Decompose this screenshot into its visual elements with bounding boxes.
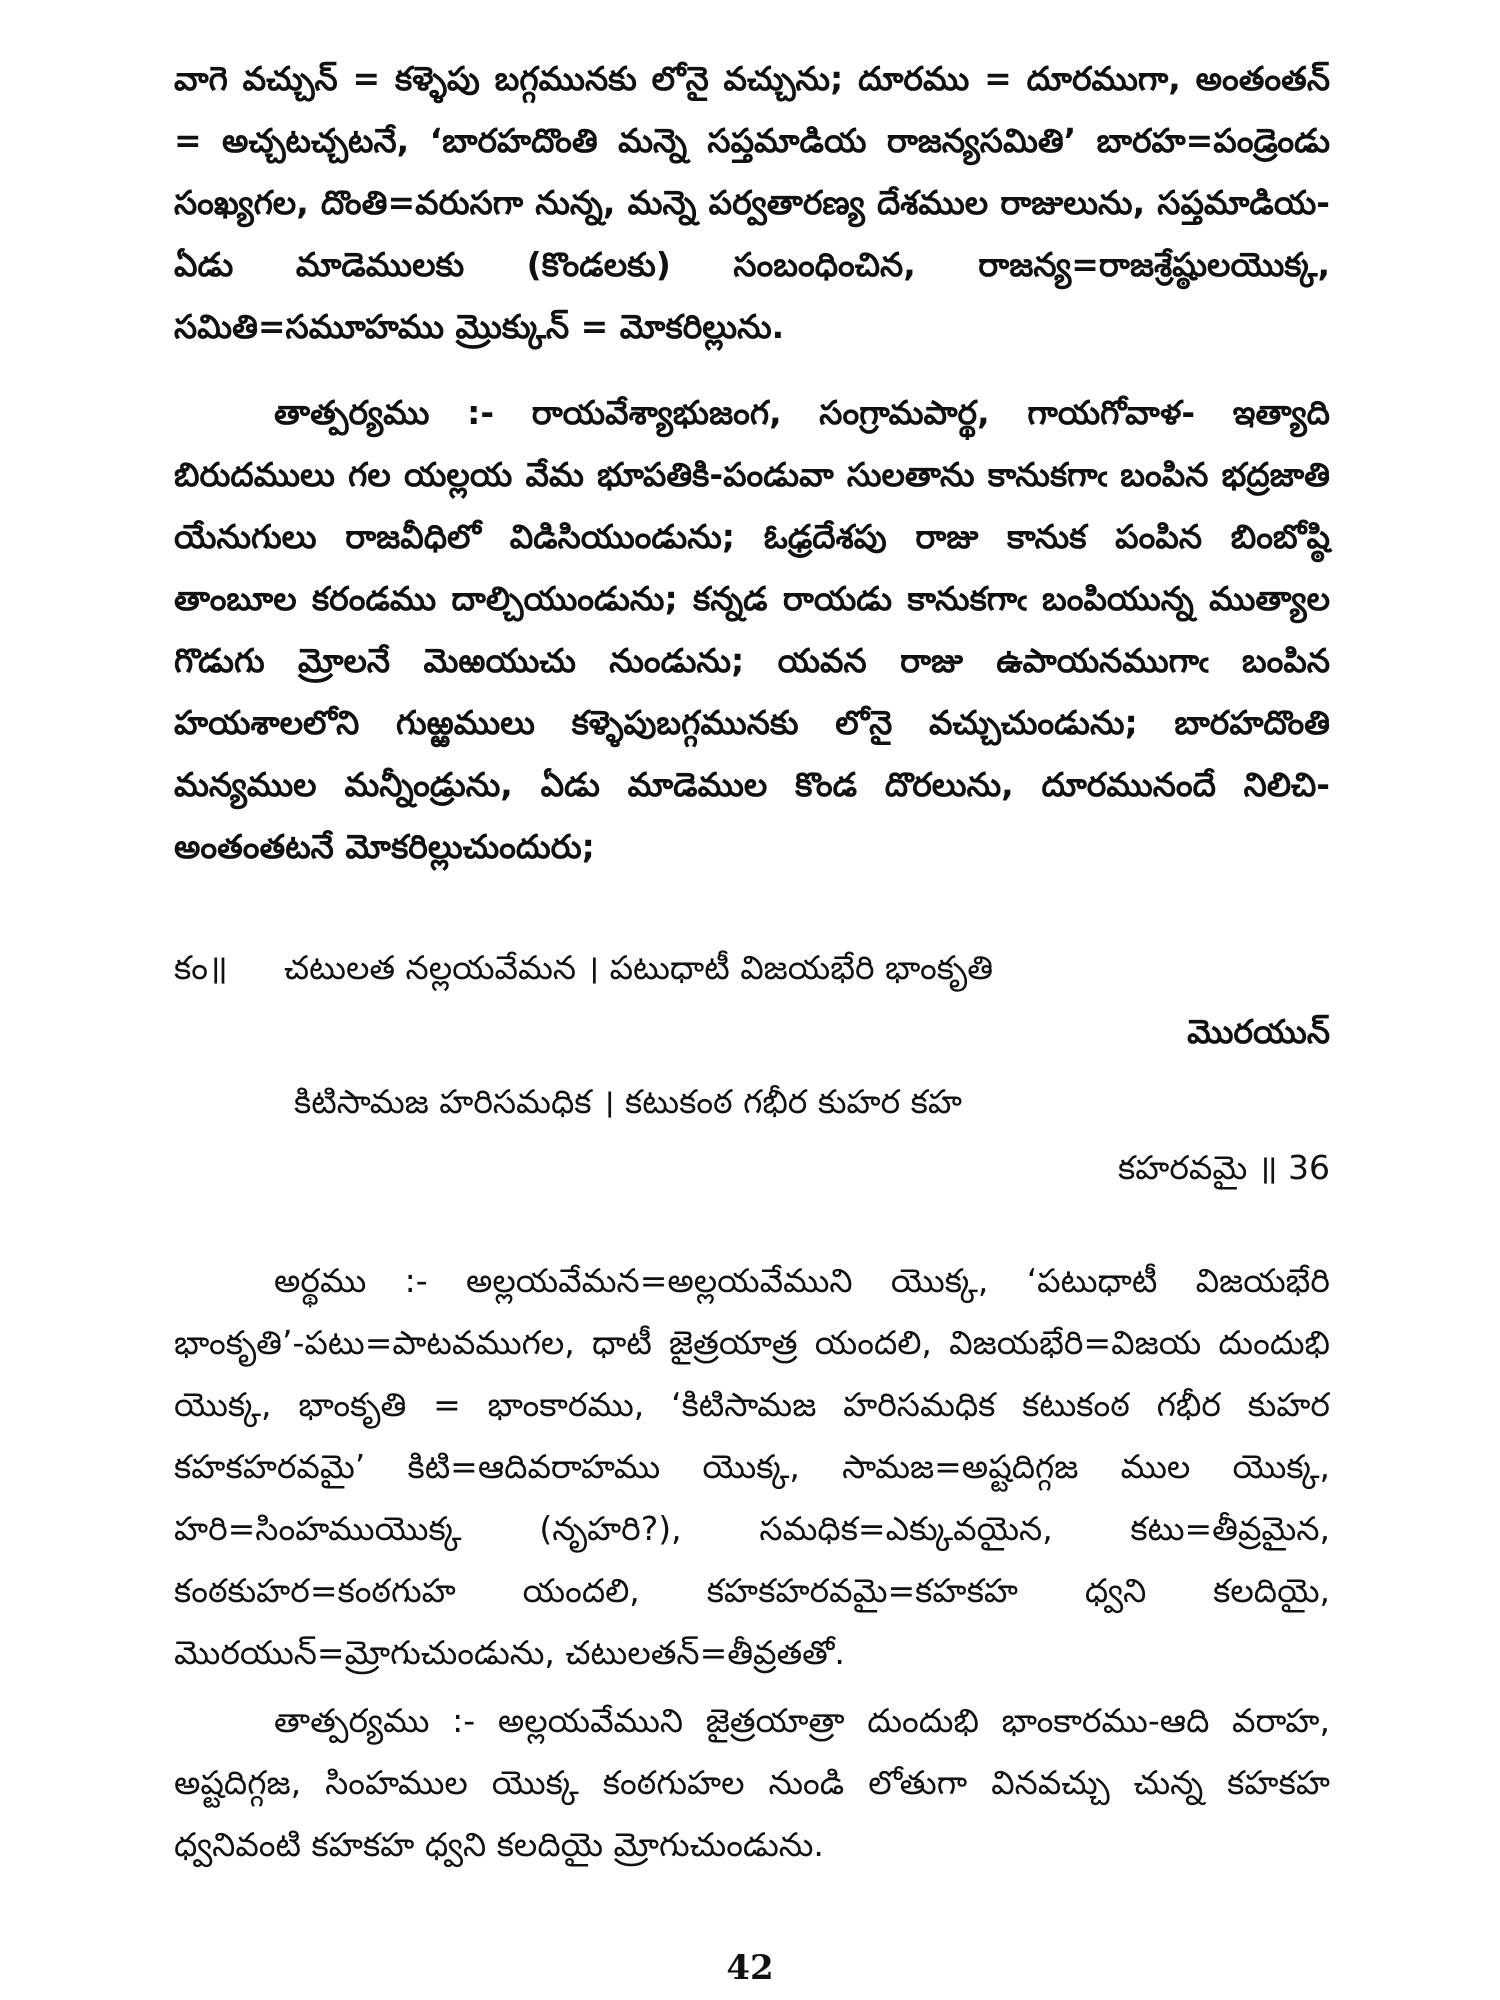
verse-line-2: కిటిసామజ హరిసమధిక । కటుకంఠ గభీర కుహర కహ <box>294 1082 962 1121</box>
verse-line-2-continuation: కహరవమై ॥ 36 <box>1118 1148 1330 1187</box>
verse-36 <box>174 948 1330 1208</box>
paragraph-meaning-continued: వాగె వచ్చున్ = కళ్ళెపు బగ్గమునకు లోనై వచ్చును; దూరము = దూరముగా, అంతంతన్ = అచ్చటచ్చటనే, ‘బారహదొంతి మన్నె సప్తమాడియ రాజన్యసమితి’ బారహ=పండ్రెండు సంఖ్యగల, దొంతి=వరుసగా నున్న, మన్నె పర్వతారణ్య దేశముల రాజులును, సప్తమాడియ-ఏడు మాడెములకు (కొండలకు) సంబంధించిన, రాజన్య=రాజశ్రేష్ఠులయొక్క, సమితి=సమూహము మ్రొక్కున్ = మోకరిల్లును. <box>174 59 1330 346</box>
paragraph-summary-35: తాత్పర్యము :- రాయవేశ్యాభుజంగ, సంగ్రామపార్థ, గాయగోవాళ- ఇత్యాది బిరుదములు గల యల్లయ వేమ భూపతికి-పండువా సులతాను కానుకగాఁ బంపిన భద్రజాతి యేనుగులు రాజవీధిలో విడిసియుండును; ఓఢ్రదేశపు రాజు కానుక పంపిన బింబోష్ఠి తాంబూల కరండము దాల్చియుండును; కన్నడ రాయడు కానుకగాఁ బంపియున్న ముత్యాల గొడుగు మ్రోలనే మెఱయుచు నుండును; యవన రాజు ఉపాయనముగాఁ బంపిన హయశాలలోని గుఱ్ఱములు కళ్ళెపుబగ్గమునకు లోనై వచ్చుచుండును; బారహదొంతి మన్యముల మన్నీండ్రును, ఏడు మాడెముల కొండ దొరలును, దూరమునందే నిలిచి-అంతంతటనే మోకరిల్లుచుందురు; <box>174 393 1330 866</box>
page-number: 42 <box>726 1948 774 1988</box>
verse-line-1-continuation: మొరయున్ <box>1187 1012 1330 1051</box>
paragraph-word-meaning-36: అర్థము :- అల్లయవేమన=అల్లయవేముని యొక్క, ‘పటుధాటీ విజయభేరి భాంకృతి’-పటు=పాటవముగల, ధాటీ జైత్రయాత్ర యందలి, విజయభేరి=విజయ దుందుభి యొక్క, భాంకృతి = భాంకారము, ‘కిటిసామజ హరిసమధిక కటుకంఠ గభీర కుహర కహకహరవమై’ కిటి=ఆదివరాహము యొక్క, సామజ=అష్టదిగ్గజ ముల యొక్క, హరి=సింహముయొక్క (నృహరి?), సమధిక=ఎక్కువయైన, కటు=తీవ్రమైన, కంఠకుహర=కంఠగుహ యందలి, కహకహరవమై=కహకహ ధ్వని కలదియై, మొరయున్=మ్రోగుచుండును, చటులతన్=తీవ్రతతో. <box>174 1261 1330 1672</box>
paragraph-summary-36: తాత్పర్యము :- అల్లయవేముని జైత్రయాత్రా దుందుభి భాంకారము-ఆది వరాహ, అష్టదిగ్గజ, సింహముల యొక్క కంఠగుహల నుండి లోతుగా వినవచ్చు చున్న కహకహ ధ్వనివంటి కహకహ ధ్వని కలదియై మ్రోగుచుండును. <box>174 1701 1330 1864</box>
verse-line-1: చటులత నల్లయవేమన । పటుధాటీ విజయభేరి భాంకృతి <box>284 948 994 987</box>
verse-meter-marker: కం॥ <box>174 948 228 987</box>
